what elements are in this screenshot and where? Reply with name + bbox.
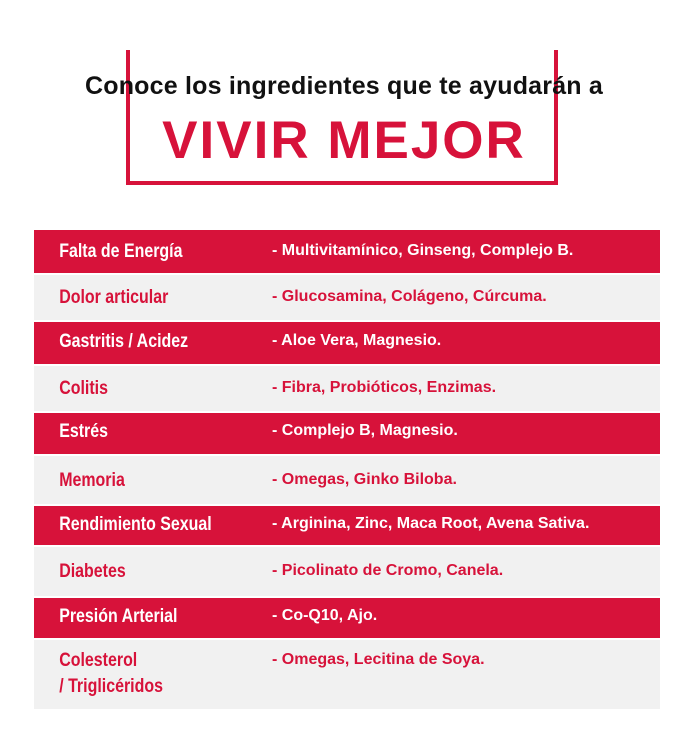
ingredients-text: - Glucosamina, Colágeno, Cúrcuma. — [272, 288, 547, 305]
table-row — [34, 598, 660, 640]
condition-label: Colitis — [59, 378, 108, 399]
table-row — [34, 322, 660, 366]
ingredients-text: - Multivitamínico, Ginseng, Complejo B. — [272, 242, 574, 259]
ingredients-text: - Picolinato de Cromo, Canela. — [272, 562, 504, 579]
table-row — [34, 640, 660, 709]
condition-line-1: Colesterol — [59, 650, 138, 671]
highlight-title: VIVIR MEJOR — [162, 111, 526, 170]
table-row — [34, 230, 660, 275]
ingredients-table — [34, 230, 660, 709]
table-row — [34, 547, 660, 598]
condition-label: Dolor articular — [59, 287, 169, 308]
condition-label: Memoria — [59, 470, 125, 491]
table-row — [34, 275, 660, 322]
table-row — [34, 366, 660, 413]
ingredients-text: - Omegas, Ginko Biloba. — [272, 471, 457, 488]
ingredients-text: - Arginina, Zinc, Maca Root, Avena Sativa. — [272, 515, 590, 532]
ingredients-text: - Aloe Vera, Magnesio. — [272, 332, 442, 349]
table-row — [34, 413, 660, 456]
condition-label: Presión Arterial — [59, 606, 178, 627]
table-row — [34, 456, 660, 506]
condition-label: Gastritis / Acidez — [59, 331, 189, 352]
ingredients-text: - Complejo B, Magnesio. — [272, 422, 458, 439]
table-row — [34, 506, 660, 547]
condition-label — [34, 648, 234, 700]
condition-label: Rendimiento Sexual — [59, 514, 212, 535]
ingredients-text: - Co-Q10, Ajo. — [272, 607, 378, 624]
condition-label: Falta de Energía — [59, 241, 183, 262]
condition-label: Diabetes — [59, 561, 126, 582]
frame-gap — [114, 38, 574, 50]
ingredients-text: - Omegas, Lecitina de Soya. — [272, 651, 485, 668]
ingredients-text: - Fibra, Probióticos, Enzimas. — [272, 379, 497, 396]
intro-heading: Conoce los ingredientes que te ayudarán a — [84, 72, 604, 100]
condition-line-2: / Triglicéridos — [59, 676, 163, 697]
condition-label: Estrés — [59, 421, 109, 442]
